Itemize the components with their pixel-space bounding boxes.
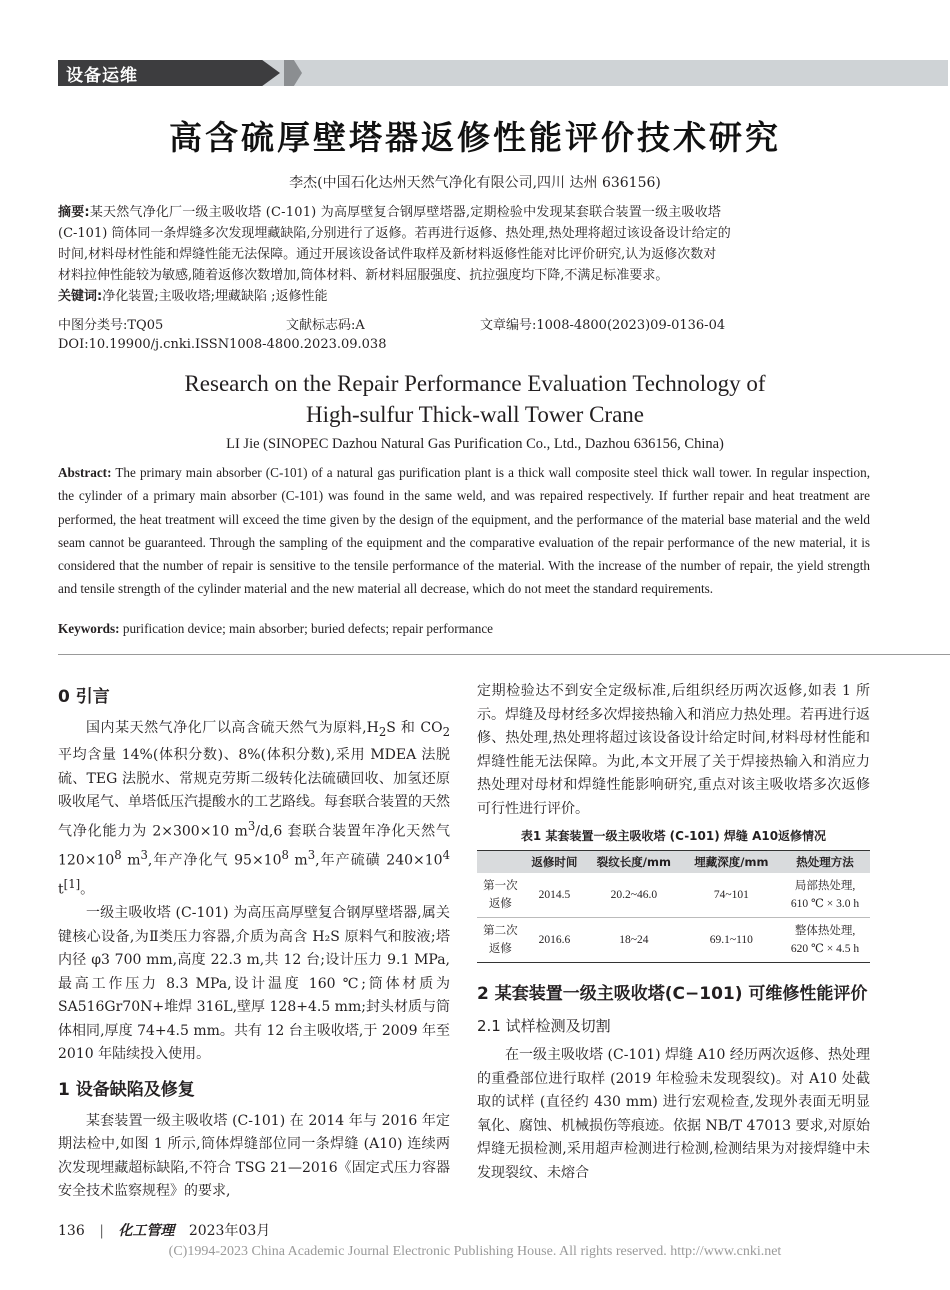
- abstract-cn-line-1: 某天然气净化厂一级主吸收塔 (C-101) 为高厚壁复合钢厚壁塔器,定期检验中发现某套联合装置一级主吸收塔: [89, 205, 722, 220]
- table-cell: 18~24: [585, 918, 682, 963]
- section-1-paragraph-1-cont: 定期检验达不到安全定级标准,后组织经历两次返修,如表 1 所示。焊缝及母材经多次焊接热输入和消应力热处理。若再进行返修、热处理,热处理将超过该设备设计给定时间,材料母材性能和焊缝性能无法保障。为此,本文开展了关于焊接热输入和消应力热处理对母材和焊缝性能影响研究,重点对该主吸收塔多次返修可行性进行评价。: [477, 683, 870, 817]
- table-header: 埋藏深度/mm: [683, 851, 780, 874]
- copyright: (C)1994-2023 China Academic Journal Electronic Publishing House. All rights reserved. http://www.cnki.net: [168, 1244, 782, 1259]
- title-en-line-1: Research on the Repair Performance Evaluation Technology of: [184, 371, 766, 396]
- section-0-paragraph-1: 国内某天然气净化厂以高含硫天然气为原料$,H_2S$ 和 $CO_2$ 平均含量 14%(体积分数)、8%(体积分数),采用 MDEA 法脱硫、TEG 法脱水、常规克劳斯二级转化法硫磺回收、加氢还原吸收尾气、单塔低压汽提酸水的工艺路线。每套联合装置的天然气净化能力为 2×300×10 $m^3/d,6$ 套联合装置年净化天然气 $120\times 10^8$ $m^3$,年产净化气 $95\times 10^8$ $m^3$,年产硫磺 $240\times 10^4$ t[1]。: [58, 720, 450, 898]
- table-header: 返修时间: [524, 851, 585, 874]
- author-cn: 李杰(中国石化达州天然气净化有限公司,四川 达州 636156): [289, 175, 661, 191]
- page-footer: [58, 1220, 270, 1240]
- document-code: 文献标志码:A: [286, 318, 365, 333]
- keywords-en-text: purification device; main absorber; buried defects; repair performance: [122, 621, 494, 636]
- table-cell: 第二次 返修: [477, 918, 524, 963]
- abstract-cn: [58, 202, 870, 307]
- journal-name: 化工管理: [118, 1223, 175, 1239]
- divider: [58, 654, 950, 655]
- meta-info: [58, 314, 870, 354]
- table-header: 裂纹长度/mm: [585, 851, 682, 874]
- page-number: 136: [58, 1223, 85, 1239]
- section-2-heading: 2 某套装置一级主吸收塔(C−101) 可维修性能评价: [477, 984, 868, 1004]
- abstract-cn-line-2: (C-101) 筒体同一条焊缝多次发现埋藏缺陷,分别进行了返修。若再进行返修、热处理,热处理将超过该设备设计给定的: [58, 226, 731, 241]
- title-en: [0, 368, 950, 430]
- abstract-cn-label: 摘要:: [58, 205, 90, 220]
- title-cn: 高含硫厚壁塔器返修性能评价技术研究: [169, 118, 781, 157]
- keywords-cn-label: 关键词:: [58, 289, 103, 304]
- abstract-en-label: Abstract:: [58, 465, 112, 480]
- abstract-cn-line-4: 材料拉伸性能较为敏感,随着返修次数增加,筒体材料、新材料屈服强度、抗拉强度均下降,不满足标准要求。: [58, 268, 669, 283]
- keywords-en: [58, 621, 493, 637]
- table-cell: 局部热处理, 610 ℃ × 3.0 h: [790, 880, 860, 910]
- section-1-heading: 1 设备缺陷及修复: [58, 1079, 195, 1100]
- table-cell: 2016.6: [524, 918, 585, 963]
- abstract-cn-line-3: 时间,材料母材性能和焊缝性能无法保障。通过开展该设备试件取样及新材料返修性能对比评价研究,认为返修次数对: [58, 247, 717, 262]
- abstract-en: [58, 461, 870, 601]
- section-2-1-heading: 2.1 试样检测及切割: [477, 1017, 611, 1035]
- issue-date: 2023年03月: [188, 1223, 271, 1239]
- section-2-1-paragraph: 在一级主吸收塔 (C-101) 焊缝 A10 经历两次返修、热处理的重叠部位进行取样 (2019 年检验未发现裂纹)。对 A10 处截取的试样 (直径约 430 mm) 进行宏观检查,发现外表面无明显氧化、腐蚀、机械损伤等痕迹。依据 NB/T 47013 要求,对原始焊缝无损检测,采用超声检测进行检测,检测结果为对接焊缝中未发现裂纹、未熔合: [477, 1047, 870, 1181]
- section-0-heading: 0 引言: [58, 687, 110, 707]
- clc-number: 中图分类号:TQ05: [58, 318, 164, 333]
- section-banner: [58, 60, 948, 86]
- table-cell: 整体热处理, 620 ℃ × 4.5 h: [780, 918, 870, 963]
- table-cell: 74~101: [713, 889, 749, 901]
- left-column: [58, 682, 450, 1204]
- table-cell: 69.1~110: [683, 918, 780, 963]
- keywords-cn: 净化装置;主吸收塔;埋藏缺陷 ;返修性能: [102, 289, 328, 304]
- footer-separator: |: [99, 1223, 104, 1239]
- table-header: [477, 851, 524, 874]
- table-cell: 20.2~46.0: [610, 889, 658, 901]
- table-header: 热处理方法: [780, 851, 870, 874]
- abstract-en-text: The primary main absorber (C-101) of a natural gas purification plant is a thick wall composite steel thick wall tower. In regular inspection, the cylinder of a primary main absorber (C-101) was found in the same weld, and was repaired respectively. If further repair and heat treatment are performed, the heat treatment will exceed the time given by the design of the equipment, and the performance of the material base material and the weld seam cannot be guaranteed. Through the sampling of the equipment and the comparative evaluation of the repair performance of the new material, it is considered that the number of repair is sensitive to the tensile performance of the material. With the increase of the number of repair, the yield strength and tensile strength of the cylinder material and the new material all decrease, which do not meet the standard requirements.: [58, 465, 871, 597]
- section-1-paragraph-1: 某套装置一级主吸收塔 (C-101) 在 2014 年与 2016 年定期法检中,如图 1 所示,筒体焊缝部位同一条焊缝 (A10) 连续两次发现埋藏超标缺陷,不符合 TSG 21—2016《固定式压力容器安全技术监察规程》的要求,: [58, 1112, 450, 1200]
- right-column: [477, 680, 870, 1185]
- table-header-row: [477, 851, 870, 874]
- table-cell: 2014.5: [538, 889, 571, 901]
- section-tag: 设备运维: [66, 66, 138, 86]
- table-row: [477, 918, 870, 963]
- doi: DOI:10.19900/j.cnki.ISSN1008-4800.2023.09.038: [58, 337, 387, 352]
- section-0-paragraph-2: 一级主吸收塔 (C-101) 为高压高厚壁复合钢厚壁塔器,属关键核心设备,为Ⅱ类压力容器,介质为高含 H₂S 原料气和胺液;塔内径 φ3 700 mm,高度 22.3 m,共 12 台;设计压力 9.1 MPa,最高工作压力 8.3 MPa,设计温度 160 ℃;筒体材质为SA516Gr70N+堆焊 316L,壁厚 128+4.5 mm;封头材质与筒体相同,厚度 74+4.5 mm。共有 12 台主吸收塔,于 2009 年至 2010 年陆续投入使用。: [58, 905, 450, 1063]
- table-cell: 第一次 返修: [483, 880, 518, 910]
- article-number: 文章编号:1008-4800(2023)09-0136-04: [480, 318, 726, 333]
- keywords-en-label: Keywords:: [58, 621, 120, 636]
- table-1-caption: 表1 某套装置一级主吸收塔 (C-101) 焊缝 A10返修情况: [520, 829, 827, 843]
- table-row: [477, 873, 870, 918]
- table-1: [477, 850, 870, 963]
- title-en-line-2: High-sulfur Thick-wall Tower Crane: [306, 402, 644, 427]
- author-en: LI Jie (SINOPEC Dazhou Natural Gas Purification Co., Ltd., Dazhou 636156, China): [226, 436, 724, 452]
